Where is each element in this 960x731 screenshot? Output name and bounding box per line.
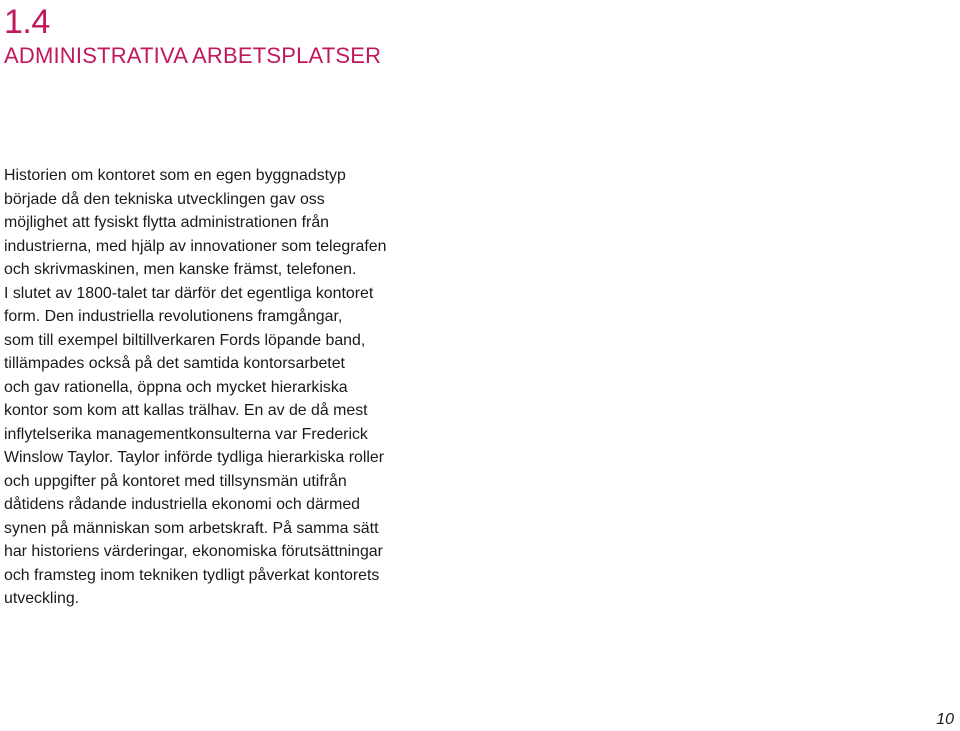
body-line: började då den tekniska utvecklingen gav oss [4,190,325,208]
body-line: Winslow Taylor. Taylor införde tydliga hierarkiska roller [4,449,385,466]
body-paragraph [4,164,452,611]
body-line: som till exempel biltillverkaren Fords löpande band, [4,331,366,349]
body-line: synen på människan som arbetskraft. På samma sätt [4,519,379,537]
body-line: och gav rationella, öppna och mycket hierarkiska [4,378,348,396]
section-title: ADMINISTRATIVA ARBETSPLATSER [4,43,382,68]
body-line: I slutet av 1800-talet tar därför det egentliga kontoret [4,284,374,302]
body-line: möjlighet att fysiskt flytta administrationen från [4,214,330,231]
body-line: Historien om kontoret som en egen byggnadstyp [4,167,346,184]
body-line: form. Den industriella revolutionens framgångar, [4,308,343,325]
body-line: och skrivmaskinen, men kanske främst, telefonen. [4,261,357,278]
body-line: kontor som kom att kallas trälhav. En av de då mest [4,402,368,419]
body-line: och framsteg inom tekniken tydligt påverkat kontorets [4,566,380,584]
body-line: utveckling. [4,590,80,607]
body-line: har historiens värderingar, ekonomiska förutsättningar [4,543,383,560]
page-number: 10 [936,711,954,728]
body-line: dåtidens rådande industriella ekonomi och därmed [4,496,360,513]
section-number: 1.4 [4,3,50,41]
body-line: industrierna, med hjälp av innovationer som telegrafen [4,237,387,255]
body-line: och uppgifter på kontoret med tillsynsmän utifrån [4,472,347,490]
body-line: tillämpades också på det samtida kontorsarbetet [4,355,345,372]
body-line: inflytelserika managementkonsulterna var Frederick [4,425,368,443]
